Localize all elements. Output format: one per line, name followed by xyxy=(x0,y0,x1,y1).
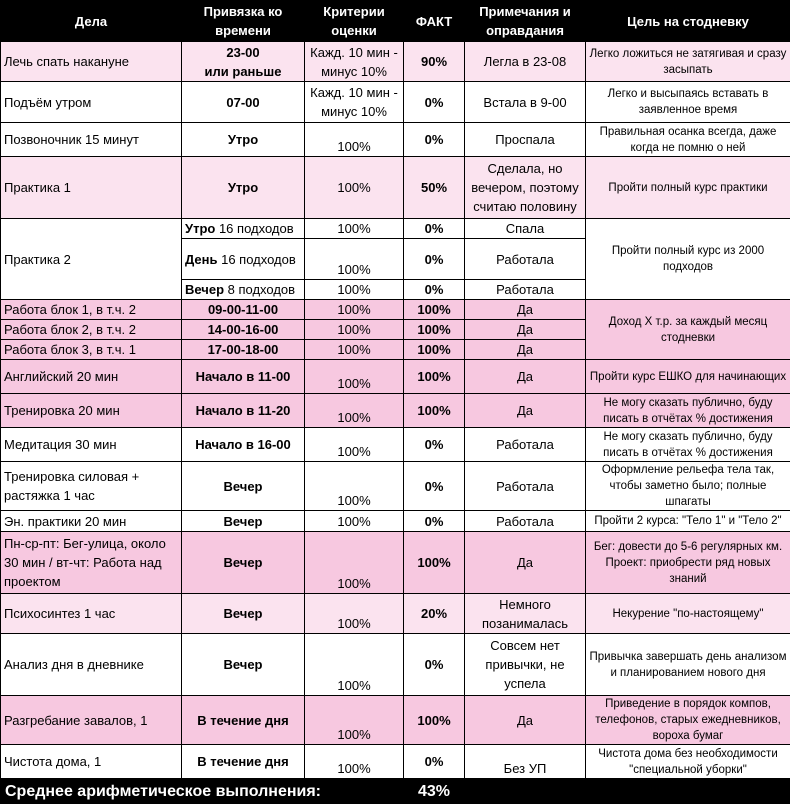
table-row xyxy=(1,594,790,634)
criteria-cell xyxy=(305,42,404,82)
criteria-cell: 100% xyxy=(305,360,404,394)
goal-cell: Пройти курс ЕШКО для начинающих xyxy=(586,360,790,394)
table-row xyxy=(1,634,790,696)
task-cell: Подъём утром xyxy=(1,82,182,123)
fact-cell: 90% xyxy=(404,42,465,82)
goal-cell: Некурение "по-настоящему" xyxy=(586,594,790,634)
fact-cell: 100% xyxy=(404,340,465,360)
criteria-cell: 100% xyxy=(305,634,404,696)
fact-cell: 100% xyxy=(404,532,465,594)
goal-cell: Пройти полный курс из 2000 подходов xyxy=(586,219,790,300)
task-cell: Позвоночник 15 минут xyxy=(1,123,182,157)
criteria-cell: 100% xyxy=(305,745,404,779)
fact-cell: 0% xyxy=(404,280,465,300)
footer-spacer xyxy=(465,779,790,804)
table-row xyxy=(1,745,790,779)
task-cell: Тренировка силовая + растяжка 1 час xyxy=(1,462,182,511)
criteria-cell: 100% xyxy=(305,394,404,428)
fact-cell: 0% xyxy=(404,511,465,532)
time-part-bold: Утро xyxy=(185,221,216,236)
table-row xyxy=(1,157,790,219)
time-part-bold: День xyxy=(185,251,218,267)
time-cell: Начало в 11-20 xyxy=(182,394,305,428)
task-cell: Практика 1 xyxy=(1,157,182,219)
table-row xyxy=(1,123,790,157)
note-cell: Работала xyxy=(465,280,586,300)
time-cell: 17-00-18-00 xyxy=(182,340,305,360)
time-cell: 07-00 xyxy=(182,82,305,123)
goal-cell: Легко и высыпаясь вставать в заявленное время xyxy=(586,82,790,123)
header-notes: Примечания и оправдания xyxy=(465,1,586,42)
criteria-cell: 100% xyxy=(305,532,404,594)
task-cell: Работа блок 1, в т.ч. 2 xyxy=(1,300,182,320)
note-cell: Совсем нет привычки, не успела xyxy=(465,634,586,696)
header-task: Дела xyxy=(1,1,182,42)
fact-cell: 0% xyxy=(404,745,465,779)
note-cell: Спала xyxy=(465,219,586,239)
criteria-cell: 100% xyxy=(305,340,404,360)
note-cell: Да xyxy=(465,394,586,428)
time-cell: Вечер xyxy=(182,462,305,511)
note-cell: Проспала xyxy=(465,123,586,157)
header-row xyxy=(1,1,790,42)
criteria-cell: 100% xyxy=(305,594,404,634)
task-cell: Работа блок 3, в т.ч. 1 xyxy=(1,340,182,360)
header-time: Привязка ко времени xyxy=(182,1,305,42)
task-cell: Английский 20 мин xyxy=(1,360,182,394)
criteria-cell: 100% xyxy=(305,462,404,511)
goal-cell: Пройти полный курс практики xyxy=(586,157,790,219)
note-cell: Работала xyxy=(465,462,586,511)
time-part: 16 подходов xyxy=(217,251,296,267)
goal-cell: Пройти 2 курса: "Тело 1" и "Тело 2" xyxy=(586,511,790,532)
fact-cell: 100% xyxy=(404,360,465,394)
average-value: 43% xyxy=(404,779,465,804)
goal-cell: Не могу сказать публично, буду писать в отчётах % достижения xyxy=(586,394,790,428)
table-row xyxy=(1,532,790,594)
table-row xyxy=(1,42,790,82)
time-cell xyxy=(182,280,305,300)
fact-cell: 0% xyxy=(404,239,465,280)
criteria-text: Кажд. 10 мин - минус 10% xyxy=(310,85,398,119)
task-cell: Эн. практики 20 мин xyxy=(1,511,182,532)
average-label: Среднее арифметическое выполнения: xyxy=(1,779,404,804)
header-criteria: Критерии оценки xyxy=(305,1,404,42)
note-cell: Да xyxy=(465,532,586,594)
task-cell: Разгребание завалов, 1 xyxy=(1,696,182,745)
fact-cell: 0% xyxy=(404,219,465,239)
table-row xyxy=(1,696,790,745)
criteria-cell: 100% xyxy=(305,696,404,745)
time-part-bold: Вечер xyxy=(185,282,225,297)
criteria-cell xyxy=(305,82,404,123)
goal-cell: Чистота дома без необходимости "специальной уборки" xyxy=(586,745,790,779)
time-cell: Утро xyxy=(182,157,305,219)
time-cell: Утро xyxy=(182,123,305,157)
goal-cell: Привычка завершать день анализом и планированием нового дня xyxy=(586,634,790,696)
table-row xyxy=(1,300,790,320)
time-cell: Вечер xyxy=(182,511,305,532)
note-cell: Без УП xyxy=(465,745,586,779)
note-cell: Да xyxy=(465,340,586,360)
criteria-text: Кажд. 10 мин - минус 10% xyxy=(310,44,398,79)
fact-cell: 100% xyxy=(404,320,465,340)
time-cell: Вечер xyxy=(182,634,305,696)
table-row xyxy=(1,511,790,532)
criteria-cell: 100% xyxy=(305,219,404,239)
note-cell: Немного позанималась xyxy=(465,594,586,634)
criteria-cell: 100% xyxy=(305,239,404,280)
time-part: 8 подходов xyxy=(224,282,296,297)
task-cell: Пн-ср-пт: Бег-улица, около 30 мин / вт-чт: Работа над проектом xyxy=(1,532,182,594)
goal-cell: Правильная осанка всегда, даже когда не помню о ней xyxy=(586,123,790,157)
note-cell: Да xyxy=(465,696,586,745)
time-cell xyxy=(182,239,305,280)
note-cell: Да xyxy=(465,300,586,320)
criteria-cell: 100% xyxy=(305,300,404,320)
fact-cell: 100% xyxy=(404,696,465,745)
time-text: 23-00 или раньше xyxy=(204,44,282,79)
table-row xyxy=(1,394,790,428)
time-cell: Начало в 16-00 xyxy=(182,428,305,462)
criteria-cell: 100% xyxy=(305,280,404,300)
header-fact: ФАКТ xyxy=(404,1,465,42)
task-cell: Работа блок 2, в т.ч. 2 xyxy=(1,320,182,340)
time-cell: В течение дня xyxy=(182,745,305,779)
fact-cell: 0% xyxy=(404,462,465,511)
task-cell: Анализ дня в дневнике xyxy=(1,634,182,696)
fact-cell: 50% xyxy=(404,157,465,219)
criteria-cell: 100% xyxy=(305,511,404,532)
note-cell: Встала в 9-00 xyxy=(465,82,586,123)
footer-row xyxy=(1,779,790,804)
goal-cell: Бег: довести до 5-6 регулярных км. Проект: приобрести ряд новых знаний xyxy=(586,532,790,594)
note-cell: Да xyxy=(465,360,586,394)
time-cell: 14-00-16-00 xyxy=(182,320,305,340)
goal-cell: Легко ложиться не затягивая и сразу засыпать xyxy=(586,42,790,82)
task-cell: Психосинтез 1 час xyxy=(1,594,182,634)
fact-cell: 0% xyxy=(404,428,465,462)
time-cell: В течение дня xyxy=(182,696,305,745)
time-cell xyxy=(182,219,305,239)
time-cell: Вечер xyxy=(182,532,305,594)
note-cell: Легла в 23-08 xyxy=(465,42,586,82)
goal-cell: Доход Х т.р. за каждый месяц стодневки xyxy=(586,300,790,360)
fact-cell: 100% xyxy=(404,300,465,320)
goal-cell: Приведение в порядок компов, телефонов, старых ежедневников, вороха бумаг xyxy=(586,696,790,745)
note-cell: Работала xyxy=(465,239,586,280)
task-cell: Тренировка 20 мин xyxy=(1,394,182,428)
time-part: 16 подходов xyxy=(215,221,294,236)
goal-cell: Оформление рельефа тела так, чтобы заметно было; полные шпагаты xyxy=(586,462,790,511)
fact-cell: 0% xyxy=(404,634,465,696)
criteria-cell: 100% xyxy=(305,320,404,340)
table-row xyxy=(1,360,790,394)
table-row xyxy=(1,219,790,239)
criteria-cell: 100% xyxy=(305,428,404,462)
time-cell xyxy=(182,42,305,82)
fact-cell: 20% xyxy=(404,594,465,634)
table-row xyxy=(1,82,790,123)
table-row xyxy=(1,462,790,511)
time-cell: Вечер xyxy=(182,594,305,634)
fact-cell: 0% xyxy=(404,82,465,123)
note-cell: Сделала, но вечером, поэтому считаю половину xyxy=(465,157,586,219)
time-cell: 09-00-11-00 xyxy=(182,300,305,320)
fact-cell: 100% xyxy=(404,394,465,428)
task-cell: Медитация 30 мин xyxy=(1,428,182,462)
goal-cell: Не могу сказать публично, буду писать в отчётах % достижения xyxy=(586,428,790,462)
task-cell: Лечь спать накануне xyxy=(1,42,182,82)
criteria-cell: 100% xyxy=(305,123,404,157)
fact-cell: 0% xyxy=(404,123,465,157)
note-cell: Да xyxy=(465,320,586,340)
table-row xyxy=(1,428,790,462)
note-cell: Работала xyxy=(465,511,586,532)
task-cell: Практика 2 xyxy=(1,219,182,300)
task-cell: Чистота дома, 1 xyxy=(1,745,182,779)
note-cell: Работала xyxy=(465,428,586,462)
header-goal: Цель на стодневку xyxy=(586,1,790,42)
criteria-cell: 100% xyxy=(305,157,404,219)
time-cell: Начало в 11-00 xyxy=(182,360,305,394)
